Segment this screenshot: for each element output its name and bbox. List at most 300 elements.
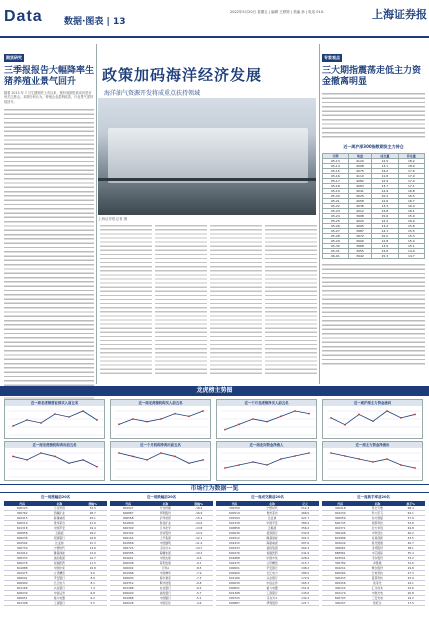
table-row	[322, 546, 425, 551]
market-cell: -18.4	[184, 506, 213, 511]
market-cell: -9.6	[184, 556, 213, 561]
market-cell: 301.5	[291, 536, 319, 541]
market-cell: 长江电力	[40, 581, 78, 586]
market-cell: -8.5	[184, 566, 213, 571]
mini-chart-title: 近一周北向资金净流入	[217, 442, 316, 448]
market-cell: 600745	[322, 521, 358, 526]
table-cell: 05-17	[323, 179, 349, 184]
market-cell: 6.8	[78, 591, 107, 596]
market-cell: 300750	[4, 546, 40, 551]
table-row	[4, 591, 107, 596]
photo-vessel	[108, 128, 308, 183]
market-cell: 宁德时代	[40, 546, 78, 551]
market-cell: 600030	[216, 581, 253, 586]
series-line	[13, 453, 97, 467]
table-row	[110, 546, 213, 551]
market-header-cell: 名称	[253, 501, 292, 506]
market-cell: 万华化学	[146, 526, 184, 531]
table-row	[4, 536, 107, 541]
table-cell: 18.0	[398, 164, 424, 169]
market-cell: 中国太保	[146, 556, 184, 561]
mini-chart	[4, 441, 105, 481]
table-row	[216, 506, 319, 511]
table-row	[322, 576, 425, 581]
market-cell: 兰花科创	[40, 506, 78, 511]
table-row	[4, 556, 107, 561]
table-row	[110, 591, 213, 596]
data-point	[146, 421, 148, 423]
table-row	[4, 601, 107, 606]
table-row	[110, 576, 213, 581]
market-cell: 000568	[110, 516, 146, 521]
market-header-cell: 代码	[322, 501, 358, 506]
market-header-cell: 换手%	[396, 501, 425, 506]
mini-chart-title: 近一周龙虎榜机构卖出前五名	[5, 442, 104, 448]
market-cell: 中国石化	[146, 601, 184, 606]
table-row	[216, 601, 319, 606]
market-cell: 228.4	[291, 556, 319, 561]
market-cell: 300207	[322, 601, 358, 606]
table-row	[110, 596, 213, 601]
market-cell: 000001	[216, 566, 253, 571]
data-point	[308, 452, 310, 454]
market-cell: 49.8	[396, 526, 425, 531]
market-cell: 10.8	[78, 566, 107, 571]
market-cell: 兴业银行	[253, 576, 292, 581]
mini-chart-title: 近一周龙虎榜营业部买入前五名	[5, 400, 104, 406]
market-cell: 蓝思科技	[358, 576, 396, 581]
table-cell: 15.3	[398, 234, 424, 239]
table-cell: 4098	[348, 164, 371, 169]
market-cell: 603501	[322, 556, 358, 561]
data-point	[400, 464, 402, 466]
photo-railing	[98, 178, 316, 181]
table-row	[322, 586, 425, 591]
market-cell: 东方财富	[358, 516, 396, 521]
market-table-title: 近一周跌幅前20名	[146, 495, 177, 499]
market-cell: 40.7	[396, 541, 425, 546]
table-row	[216, 521, 319, 526]
market-cell: 中科创达	[358, 531, 396, 536]
market-cell: 15.3	[78, 541, 107, 546]
market-cell: 中国建筑	[146, 541, 184, 546]
table-cell: 05-31	[323, 249, 349, 254]
market-cell: 002179	[322, 591, 358, 596]
data-point	[54, 413, 56, 415]
data-point	[68, 462, 70, 464]
main-body-col-1	[100, 224, 152, 376]
market-cell: 中国中免	[40, 566, 78, 571]
market-cell: 格力电器	[253, 586, 292, 591]
data-point	[252, 418, 254, 420]
data-point	[294, 410, 296, 412]
market-cell: 57.9	[396, 516, 425, 521]
market-cell: -14.6	[184, 521, 213, 526]
section-title: 数据·图表 | 13	[64, 17, 126, 27]
market-cell: 300433	[322, 576, 358, 581]
market-cell: 601012	[4, 551, 40, 556]
market-cell: 002352	[110, 581, 146, 586]
table-cell: 05-20	[323, 194, 349, 199]
market-cell: 002371	[322, 526, 358, 531]
table-row	[110, 571, 213, 576]
market-cell: 002475	[216, 561, 253, 566]
market-cell: 圣邦股份	[358, 546, 396, 551]
market-header-cell: 名称	[146, 501, 184, 506]
market-cell: 22.6	[396, 586, 425, 591]
left-body-text-block	[4, 108, 94, 418]
market-cell: 14.6	[78, 546, 107, 551]
left-body: 随着 2013 年 7 月生猪期货上市以来，猪价周期性波动仍是市场关注焦点。本期分析认为，养殖企业盈利改善，行业景气度持续回升。	[4, 91, 94, 104]
market-cell: 600900	[216, 571, 253, 576]
data-point	[12, 456, 14, 458]
table-row	[4, 521, 107, 526]
data-point	[96, 466, 98, 468]
market-cell: 53.6	[396, 521, 425, 526]
market-cell: 28.7	[78, 511, 107, 516]
table-row	[4, 571, 107, 576]
market-cell: 600519	[216, 511, 253, 516]
right-tag: 专家观点	[324, 55, 340, 60]
data-point	[160, 418, 162, 420]
table-cell: 05-29	[323, 239, 349, 244]
left-article	[4, 44, 94, 418]
data-point	[386, 410, 388, 412]
market-cell: 241.9	[291, 551, 319, 556]
data-point	[82, 459, 84, 461]
table-row	[216, 581, 319, 586]
market-header-cell: 名称	[358, 501, 396, 506]
market-cell: 25.1	[78, 516, 107, 521]
series-line	[331, 453, 415, 468]
market-cell: -10.2	[184, 551, 213, 556]
market-cell: 002049	[322, 541, 358, 546]
market-cell: 24.1	[396, 581, 425, 586]
market-cell: 300782	[322, 561, 358, 566]
market-header-cell: 代码	[110, 501, 146, 506]
market-cell: 287.6	[291, 541, 319, 546]
main-body-col-3	[210, 224, 262, 376]
main-subheadline: 海洋油气资源开发将成重点扶持领域	[104, 90, 201, 97]
market-cell: 264.3	[291, 546, 319, 551]
market-cell: 600585	[110, 551, 146, 556]
table-row	[216, 591, 319, 596]
data-point	[344, 455, 346, 457]
market-cell: 198.2	[291, 566, 319, 571]
main-body-col-2	[155, 224, 207, 376]
column-divider-right	[319, 44, 320, 384]
market-cell: 27.3	[396, 571, 425, 576]
table-cell: 15.9	[398, 214, 424, 219]
market-cell: 韦尔股份	[358, 556, 396, 561]
table-cell: 17.1	[398, 184, 424, 189]
market-cell: 600276	[216, 551, 253, 556]
market-cell: 300124	[322, 586, 358, 591]
table-row	[216, 531, 319, 536]
table-cell: 3987	[348, 229, 371, 234]
market-cell: 6.2	[78, 596, 107, 601]
table-cell: 12.8	[372, 239, 398, 244]
market-cell: 科大讯飞	[358, 511, 396, 516]
table-row	[216, 551, 319, 556]
table-cell: 16.0	[398, 219, 424, 224]
market-cell: 招商银行	[253, 531, 292, 536]
table-row	[322, 591, 425, 596]
market-cell: 601318	[216, 521, 253, 526]
mini-chart-plot	[323, 448, 423, 481]
table-cell: 05-13	[323, 159, 349, 164]
table-cell: 18.2	[398, 159, 424, 164]
market-cell: -15.2	[184, 516, 213, 521]
table-row	[110, 536, 213, 541]
data-point	[280, 458, 282, 460]
market-cell: 25.9	[396, 576, 425, 581]
market-cell: -4.6	[184, 601, 213, 606]
market-cell: 32.5	[78, 506, 107, 511]
newspaper-name: 上海证券报	[372, 8, 427, 21]
market-cell: 北方华创	[358, 526, 396, 531]
data-point	[330, 417, 332, 419]
market-cell: 11.5	[78, 561, 107, 566]
table-row	[110, 521, 213, 526]
market-cell: -5.7	[184, 591, 213, 596]
table-cell: 05-22	[323, 204, 349, 209]
market-cell: -12.1	[184, 536, 213, 541]
data-point	[40, 452, 42, 454]
market-cell: 平安银行	[253, 566, 292, 571]
table-row	[322, 551, 425, 556]
table-cell: 4082	[348, 179, 371, 184]
table-cell: 4063	[348, 184, 371, 189]
market-cell: 600519	[4, 521, 40, 526]
data-point	[294, 455, 296, 457]
data-point	[400, 417, 402, 419]
dateline: 2022年5月20日 星期五 | 编辑 王婷婷 | 美编 孙 | 电话 010-	[230, 10, 325, 14]
data-point	[188, 462, 190, 464]
market-table-title: 近一周换手率前20名	[357, 495, 390, 499]
table-cell: 13.1	[372, 164, 398, 169]
market-cell: 000858	[4, 531, 40, 536]
market-table-title: 近一周成交额前20名	[251, 495, 284, 499]
market-cell: 356.2	[291, 526, 319, 531]
right-table-title: 近一周沪深300指数期货主力持仓	[343, 144, 404, 149]
data-point	[12, 425, 14, 427]
table-row	[322, 521, 425, 526]
table-cell: 12.9	[372, 179, 398, 184]
market-cell: 8.9	[78, 576, 107, 581]
data-point	[118, 423, 120, 425]
market-table	[322, 501, 425, 606]
data-point	[358, 458, 360, 460]
market-cell: 688981	[322, 551, 358, 556]
news-photo	[98, 98, 316, 215]
data-point	[280, 415, 282, 417]
table-cell: 15.3	[372, 254, 398, 259]
table-row	[322, 506, 425, 511]
market-cell: 兆易创新	[358, 536, 396, 541]
right-body-text	[322, 92, 425, 140]
table-row	[4, 586, 107, 591]
series-line	[331, 411, 415, 425]
market-header-cell: 名称	[40, 501, 78, 506]
market-cell: 600690	[110, 576, 146, 581]
market-cell: 贵州茅台	[40, 521, 78, 526]
data-point	[82, 410, 84, 412]
table-cell: 05-14	[323, 164, 349, 169]
market-cell: 五粮液	[40, 531, 78, 536]
table-row	[4, 546, 107, 551]
table-cell: 16.4	[398, 204, 424, 209]
table-row	[4, 576, 107, 581]
market-cell: 68.4	[396, 506, 425, 511]
table-row	[216, 541, 319, 546]
market-cell: 600887	[216, 601, 253, 606]
market-cell: 中芯国际	[358, 551, 396, 556]
market-cell: 600309	[110, 526, 146, 531]
main-body-col-4	[265, 224, 317, 376]
market-cell: 186.5	[291, 571, 319, 576]
mini-chart	[216, 441, 317, 481]
market-cell: 000002	[110, 566, 146, 571]
data-point	[266, 464, 268, 466]
mini-chart-plot	[111, 448, 211, 481]
table-row	[216, 546, 319, 551]
market-cell: 600703	[322, 596, 358, 601]
table-cell: 14.9	[372, 189, 398, 194]
table-cell: 3990	[348, 239, 371, 244]
table-cell: 15.4	[398, 239, 424, 244]
market-cell: 紫金矿业	[146, 521, 184, 526]
market-cell: 601899	[110, 521, 146, 526]
market-cell: 中信证券	[40, 591, 78, 596]
market-cell: 上汽集团	[146, 536, 184, 541]
table-cell: 14.2	[372, 169, 398, 174]
futures-table	[322, 153, 425, 259]
data-point	[174, 456, 176, 458]
table-cell: 3942	[348, 254, 371, 259]
market-cell: 兴业银行	[40, 586, 78, 591]
market-cell: -12.9	[184, 531, 213, 536]
table-row	[216, 511, 319, 516]
table-row	[110, 531, 213, 536]
table-cell: 13.9	[372, 244, 398, 249]
market-cell: 平安银行	[40, 576, 78, 581]
table-row	[4, 551, 107, 556]
market-cell: 宁德时代	[253, 506, 292, 511]
mini-chart	[216, 399, 317, 439]
market-cell: 12.7	[78, 556, 107, 561]
data-point	[358, 414, 360, 416]
market-header-cell: 涨幅%	[78, 501, 107, 506]
data-point	[202, 459, 204, 461]
table-row	[216, 596, 319, 601]
table-row	[216, 526, 319, 531]
market-band: 市场行为数据一览	[0, 484, 429, 493]
table-cell: 05-23	[323, 209, 349, 214]
mini-chart-title: 近一周主力资金净流出	[323, 442, 422, 448]
market-cell: 215.7	[291, 561, 319, 566]
market-cell: 600900	[4, 581, 40, 586]
mini-chart-title: 近一周龙虎榜机构买入前五名	[111, 400, 210, 406]
data-point	[146, 459, 148, 461]
market-cell: 立讯精密	[40, 571, 78, 576]
data-point	[26, 419, 28, 421]
market-cell: 601888	[4, 566, 40, 571]
mini-chart-plot	[323, 406, 423, 439]
mini-chart-plot	[5, 448, 105, 481]
market-cell: 农业银行	[146, 586, 184, 591]
table-cell: 13.3	[372, 204, 398, 209]
market-cell: 歌尔股份	[358, 566, 396, 571]
market-cell: 002230	[322, 511, 358, 516]
market-cell: 33.2	[396, 556, 425, 561]
data-point	[224, 467, 226, 469]
mini-chart	[110, 441, 211, 481]
table-cell: 15.8	[398, 224, 424, 229]
market-cell: 300661	[322, 546, 358, 551]
section-logo: Data	[4, 8, 43, 25]
mini-chart	[322, 399, 423, 439]
market-cell: 中国平安	[40, 526, 78, 531]
market-cell: 7.4	[78, 586, 107, 591]
table-cell: 12.2	[372, 219, 398, 224]
table-row	[4, 531, 107, 536]
market-cell: -13.8	[184, 526, 213, 531]
data-point	[132, 456, 134, 458]
market-cell: 601668	[110, 541, 146, 546]
table-cell: 3972	[348, 234, 371, 239]
market-cell: 8.1	[78, 581, 107, 586]
mini-chart-title: 近一个月龙虎榜净买入前五名	[217, 400, 316, 406]
market-cell: 389.4	[291, 521, 319, 526]
mini-chart-plot	[5, 406, 105, 439]
market-cell: 中国神华	[146, 571, 184, 576]
dragon-tiger-band: 龙虎榜主势图	[0, 386, 429, 396]
table-row	[322, 601, 425, 606]
table-cell: 05-16	[323, 174, 349, 179]
table-row	[110, 541, 213, 546]
table-row	[4, 561, 107, 566]
market-cell: 000651	[4, 596, 40, 601]
market-cell: 紫光国微	[358, 541, 396, 546]
market-cell: 16.8	[78, 536, 107, 541]
table-row	[110, 581, 213, 586]
market-cell: 601088	[110, 571, 146, 576]
table-cell: 13.7	[372, 184, 398, 189]
table-row	[110, 511, 213, 516]
market-cell: 165.3	[291, 581, 319, 586]
market-cell: 000762	[4, 511, 40, 516]
table-cell: 13.4	[372, 224, 398, 229]
table-cell: 15.2	[372, 194, 398, 199]
data-point	[238, 464, 240, 466]
data-point	[96, 419, 98, 421]
market-cell: 19.2	[396, 596, 425, 601]
market-cell: 601398	[4, 601, 40, 606]
table-row	[322, 571, 425, 576]
market-cell: 601166	[216, 576, 253, 581]
table-row	[4, 526, 107, 531]
market-cell: 000333	[4, 556, 40, 561]
data-point	[26, 459, 28, 461]
data-point	[344, 424, 346, 426]
table-header-cell: 持仓量	[398, 154, 424, 159]
market-cell: 000725	[216, 596, 253, 601]
data-point	[68, 416, 70, 418]
market-cell: 601288	[110, 586, 146, 591]
market-cell: 恒瑞医药	[253, 551, 292, 556]
market-cell: 欧菲光	[358, 581, 396, 586]
